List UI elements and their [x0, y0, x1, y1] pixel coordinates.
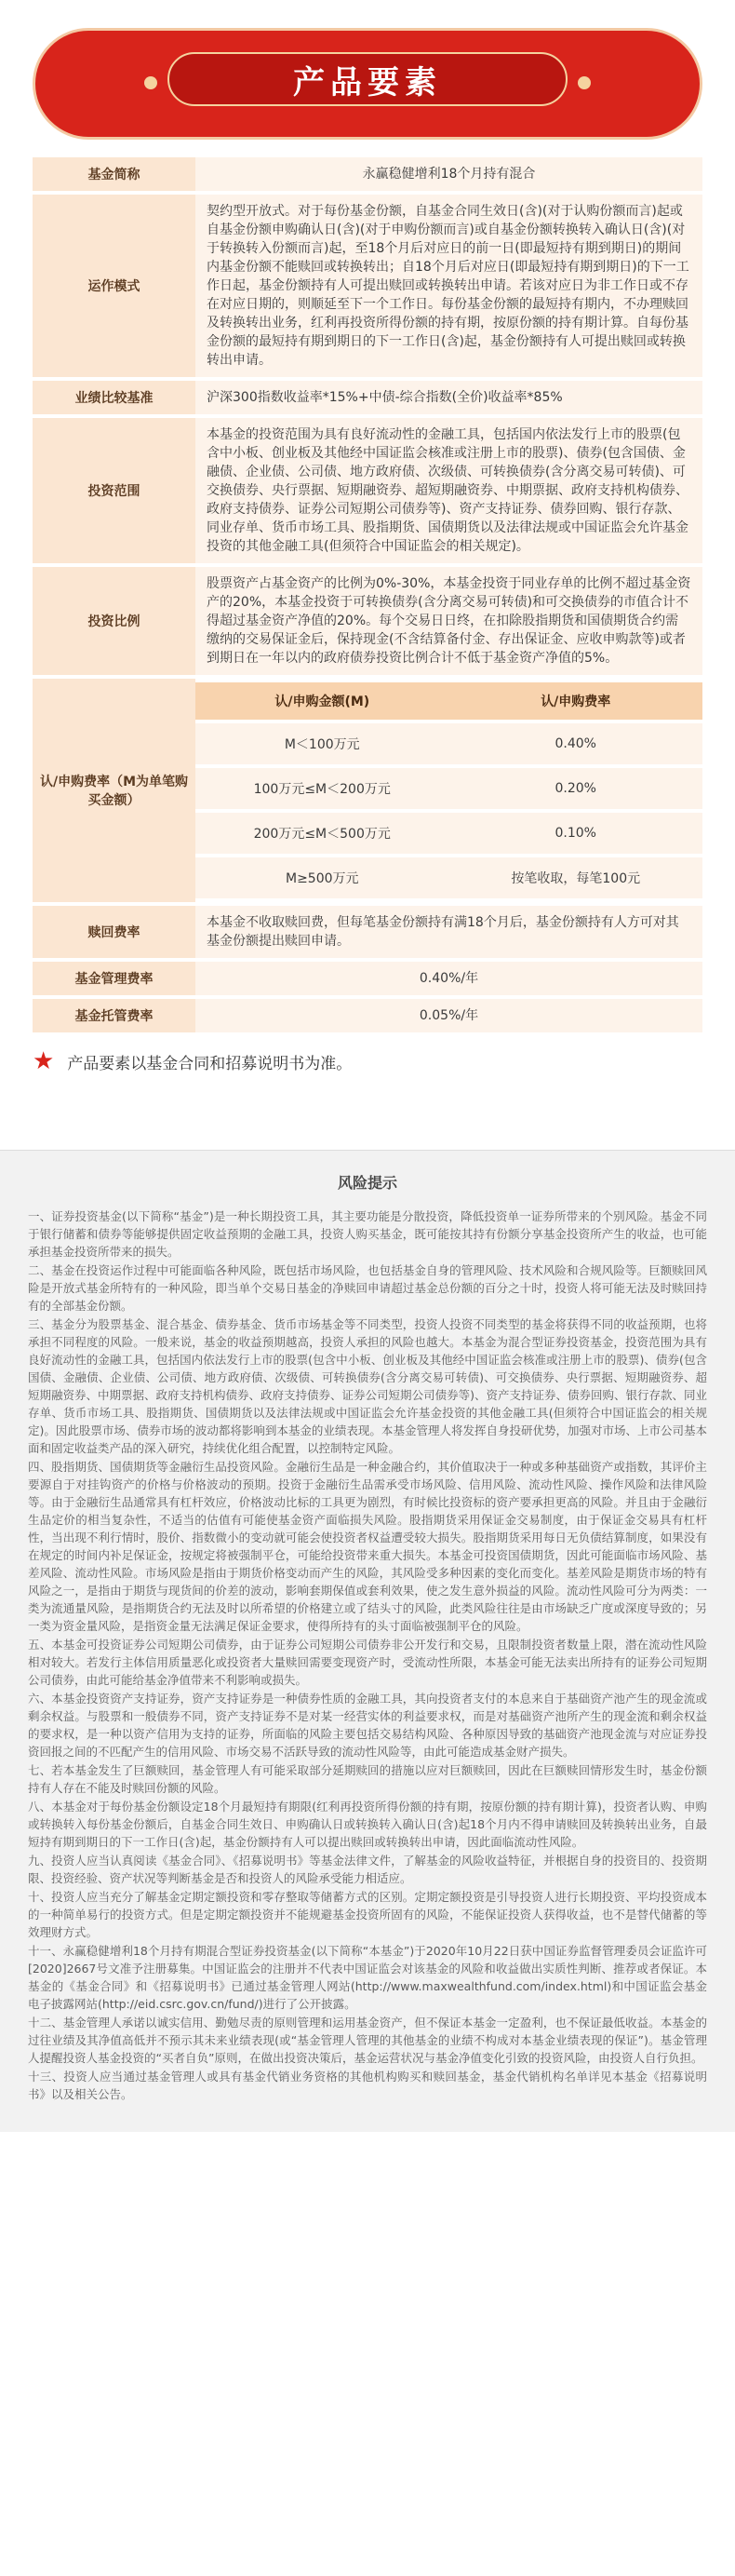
fee-tier-row	[195, 813, 702, 854]
risk-paragraph: 十三、投资人应当通过基金管理人或具有基金代销业务资格的其他机构购买和赎回基金，基金代销机构名单详见本基金《招募说明书》以及相关公告。	[28, 2070, 707, 2101]
tier-rate: 0.20%	[449, 768, 703, 809]
ratio-value: 股票资产占基金资产的比例为0%-30%，本基金投资于同业存单的比例不超过基金资产的20%，本基金投资于可转换债券(含分离交易可转债)和可交换债券的市值合计不得超过基金资产净值的20%。每个交易日日终，在扣除股指期货和国债期货合约需缴纳的交易保证金后，保持现金(不含结算备付金、存出保证金、应收申购款等)或者到期日在一年以内的政府债券投资比例合计不低于基金资产净值的5%。	[195, 567, 702, 675]
ratio-label: 投资比例	[33, 567, 195, 675]
fee-table-header	[195, 682, 702, 720]
risk-paragraph: 七、若本基金发生了巨额赎回，基金管理人有可能采取部分延期赎回的措施以应对巨额赎回，因此在巨额赎回情形发生时，基金份额持有人存在不能及时赎回份额的风险。	[28, 1763, 707, 1795]
tier-amount: M＜100万元	[195, 723, 449, 764]
risk-disclosure-section	[0, 1150, 735, 2132]
tier-rate: 0.40%	[449, 723, 703, 764]
row-fund-name	[33, 157, 702, 191]
row-benchmark	[33, 381, 702, 414]
management-fee-value: 0.40%/年	[195, 962, 702, 995]
product-elements-table	[33, 154, 702, 1036]
col-rate-header: 认/申购费率	[449, 682, 703, 720]
benchmark-value: 沪深300指数收益率*15%+中债-综合指数(全价)收益率*85%	[195, 381, 702, 414]
risk-paragraph: 一、证券投资基金(以下简称“基金”)是一种长期投资工具，其主要功能是分散投资，降低投资单一证券所带来的个别风险。基金不同于银行储蓄和债券等能够提供固定收益预期的金融工具，投资人购买基金，既可能按其持有份额分享基金投资所产生的收益，也可能承担基金投资所带来的损失。	[28, 1209, 707, 1259]
banner-dot-left	[144, 76, 157, 89]
row-scope	[33, 418, 702, 563]
title-banner	[33, 28, 702, 140]
risk-title: 风险提示	[337, 1174, 397, 1192]
banner-dot-right	[578, 76, 591, 89]
col-amount-header: 认/申购金额(M)	[195, 682, 449, 720]
tier-amount: 200万元≤M＜500万元	[195, 813, 449, 854]
tier-rate: 0.10%	[449, 813, 703, 854]
operation-label: 运作模式	[33, 195, 195, 377]
scope-label: 投资范围	[33, 418, 195, 563]
operation-value: 契约型开放式。对于每份基金份额，自基金合同生效日(含)(对于认购份额而言)起或自基金份额申购确认日(含)(对于申购份额而言)或自基金份额转换转入确认日(含)(对于转换转入份额而言)起，至18个月后对应日的前一日(即最短持有期到期日)的期间内基金份额不能赎回或转换转出；自18个月后对应日(即最短持有期到期日)的下一工作日起，基金份额持有人可提出赎回或转换转出申请。若该对应日为非工作日或不存在对应日期的，则顺延至下一个工作日。每份基金份额的最短持有期内，不办理赎回及转换转出业务，红利再投资所得份额的持有期，按原份额的持有期计算。自每份基金份额的最短持有期到期日的下一工作日(含)起，基金份额持有人可提出赎回或转换转出申请。	[195, 195, 702, 377]
row-management-fee	[33, 962, 702, 995]
subscription-fee-table	[195, 679, 702, 902]
row-custody-fee	[33, 999, 702, 1032]
fee-tier-row	[195, 723, 702, 764]
fee-tier-row	[195, 768, 702, 809]
row-redemption	[33, 906, 702, 958]
page-title: 产品要素	[293, 63, 442, 101]
disclaimer-note	[33, 1047, 702, 1075]
scope-value: 本基金的投资范围为具有良好流动性的金融工具，包括国内依法发行上市的股票(包含中小板、创业板及其他经中国证监会核准或注册上市的股票)、债券(包含国债、金融债、企业债、公司债、地方政府债、次级债、可转换债券(含分离交易可转债)、可交换债券、央行票据、短期融资券、超短期融资券、中期票据、政府支持机构债券、政府支持债券、证券公司短期公司债券等)、资产支持证券、债券回购、银行存款、同业存单、货币市场工具、股指期货、国债期货以及法律法规或中国证监会允许基金投资的其他金融工具(但须符合中国证监会的相关规定)。	[195, 418, 702, 563]
row-operation	[33, 195, 702, 377]
fund-name-value: 永赢稳健增利18个月持有混合	[195, 157, 702, 191]
risk-paragraph: 六、本基金投资资产支持证券，资产支持证券是一种债券性质的金融工具，其向投资者支付的本息来自于基础资产池产生的现金流或剩余权益。与股票和一般债券不同，资产支持证券不是对某一经营实体的利益要求权，而是对基础资产池所产生的现金流和剩余权益的要求权，是一种以资产信用为支持的证券，所面临的风险主要包括交易结构风险、各种原因导致的基础资产池现金流与对应证券投资回报之间的不匹配产生的信用风险、市场交易不活跃导致的流动性风险等，由此可能造成基金财产损失。	[28, 1692, 707, 1759]
redemption-label: 赎回费率	[33, 906, 195, 958]
star-icon: ★	[33, 1047, 55, 1075]
tier-rate: 按笔收取，每笔100元	[449, 857, 703, 898]
benchmark-label: 业绩比较基准	[33, 381, 195, 414]
risk-paragraph: 十一、永赢稳健增利18个月持有期混合型证券投资基金(以下简称“本基金”)于2020年10月22日获中国证券监督管理委员会证监许可[2020]2667号文准予注册募集。中国证监会的注册并不代表中国证监会对该基金的风险和收益做出实质性判断、推荐或者保证。本基金的《基金合同》和《招募说明书》已通过基金管理人网站(http://www.maxwealthfund.com/index.html)和中国证监会基金电子披露网站(http://eid.csrc.gov.cn/fund/)进行了公开披露。	[28, 1944, 707, 2011]
risk-paragraph: 五、本基金可投资证券公司短期公司债券，由于证券公司短期公司债券非公开发行和交易，且限制投资者数量上限，潜在流动性风险相对较大。若发行主体信用质量恶化或投资者大量赎回需要变现资产时，受流动性所限，本基金可能无法卖出所持有的证券公司短期公司债券，由此可能给基金净值带来不利影响或损失。	[28, 1638, 707, 1687]
risk-paragraph: 十、投资人应当充分了解基金定期定额投资和零存整取等储蓄方式的区别。定期定额投资是引导投资人进行长期投资、平均投资成本的一种简单易行的投资方式。但是定期定额投资并不能规避基金投资所固有的风险，不能保证投资人获得收益，也不是替代储蓄的等效理财方式。	[28, 1890, 707, 1939]
management-fee-label: 基金管理费率	[33, 962, 195, 995]
risk-paragraph: 三、基金分为股票基金、混合基金、债券基金、货币市场基金等不同类型，投资人投资不同类型的基金将获得不同的收益预期，也将承担不同程度的风险。一般来说，基金的收益预期越高，投资人承担的风险也越大。本基金为混合型证券投资基金，投资范围为具有良好流动性的金融工具，包括国内依法发行上市的股票(包含中小板、创业板及其他经中国证监会核准或注册上市的股票)、债券(包含国债、金融债、企业债、公司债、地方政府债、次级债、可转换债券(含分离交易可转债)、可交换债券、央行票据、短期融资券、超短期融资券、中期票据、政府支持机构债券、政府支持债券、证券公司短期公司债券等)、资产支持证券、债券回购、银行存款、同业存单、货币市场工具、股指期货、国债期货以及法律法规或中国证监会允许基金投资的其他金融工具(但须符合中国证监会的相关规定)。因此股票市场、债券市场的波动都将影响到本基金的业绩表现。本基金管理人将发挥自身投研优势，加强对市场、上市公司基本面和固定收益类产品的深入研究，持续优化组合配置，以控制特定风险。	[28, 1317, 707, 1455]
redemption-value: 本基金不收取赎回费，但每笔基金份额持有满18个月后，基金份额持有人方可对其基金份额提出赎回申请。	[195, 906, 702, 958]
custody-fee-value: 0.05%/年	[195, 999, 702, 1032]
tier-amount: 100万元≤M＜200万元	[195, 768, 449, 809]
note-text: 产品要素以基金合同和招募说明书为准。	[67, 1054, 353, 1073]
custody-fee-label: 基金托管费率	[33, 999, 195, 1032]
risk-paragraph: 二、基金在投资运作过程中可能面临各种风险，既包括市场风险，也包括基金自身的管理风险、技术风险和合规风险等。巨额赎回风险是开放式基金所特有的一种风险，即当单个交易日基金的净赎回申请超过基金总份额的百分之十时，投资人将可能无法及时赎回持有的全部基金份额。	[28, 1263, 707, 1313]
tier-amount: M≥500万元	[195, 857, 449, 898]
fund-name-label: 基金简称	[33, 157, 195, 191]
fee-tier-row	[195, 857, 702, 898]
risk-paragraph: 八、本基金对于每份基金份额设定18个月最短持有期限(红利再投资所得份额的持有期，按原份额的持有期计算)，投资者认购、申购或转换转入每份基金份额后，自基金合同生效日、申购确认日或转换转入确认日(含)起18个月内不得申请赎回及转换转出业务，自最短持有期到期日的下一工作日(含)起，基金份额持有人可以提出赎回或转换转出申请，因此面临流动性风险。	[28, 1800, 707, 1849]
row-ratio	[33, 567, 702, 675]
risk-paragraph: 四、股指期货、国债期货等金融衍生品投资风险。金融衍生品是一种金融合约，其价值取决于一种或多种基础资产或指数，其评价主要源自于对挂钩资产的价格与价格波动的预期。投资于金融衍生品需承受市场风险、信用风险、流动性风险、操作风险和法律风险等。由于金融衍生品通常具有杠杆效应，价格波动比标的工具更为剧烈，有时候比投资标的资产要承担更高的风险。并且由于金融衍生品定价的相当复杂性，不适当的估值有可能使基金资产面临损失风险。股指期货采用保证金交易制度，由于保证金交易具有杠杆性，当出现不利行情时，股价、指数微小的变动就可能会使投资者权益遭受较大损失。股指期货采用每日无负债结算制度，如果没有在规定的时间内补足保证金，按规定将被强制平仓，可能给投资带来重大损失。本基金可投资国债期货，因此可能面临市场风险、基差风险、流动性风险。市场风险是指由于期货价格变动而产生的风险，其风险受多种因素的变化而变化。基差风险是期货市场的特有风险之一，是指由于期货与现货间的价差的波动，影响套期保值或套利效果，使之发生意外损益的风险。流动性风险可分为两类：一类为流通量风险，是指期货合约无法及时以所希望的价格建立或了结头寸的风险，此类风险往往是由市场缺乏广度或深度导致的；另一类为资金量风险，是指资金量无法满足保证金要求，使得所持有的头寸面临被强制平仓的风险。	[28, 1460, 707, 1633]
product-elements-section	[0, 0, 735, 1075]
row-subscription-fee	[33, 679, 702, 902]
risk-paragraph: 九、投资人应当认真阅读《基金合同》、《招募说明书》等基金法律文件，了解基金的风险收益特征，并根据自身的投资目的、投资期限、投资经验、资产状况等判断基金是否和投资人的风险承受能力相适应。	[28, 1854, 707, 1885]
risk-paragraph: 十二、基金管理人承诺以诚实信用、勤勉尽责的原则管理和运用基金资产，但不保证本基金一定盈利，也不保证最低收益。本基金的过往业绩及其净值高低并不预示其未来业绩表现(或“基金管理人管理的其他基金的业绩不构成对本基金业绩表现的保证”)。基金管理人提醒投资人基金投资的“买者自负”原则，在做出投资决策后，基金运营状况与基金净值变化引致的投资风险，由投资人自行负担。	[28, 2016, 707, 2065]
subscription-label: 认/申购费率（M为单笔购买金额）	[33, 679, 195, 902]
